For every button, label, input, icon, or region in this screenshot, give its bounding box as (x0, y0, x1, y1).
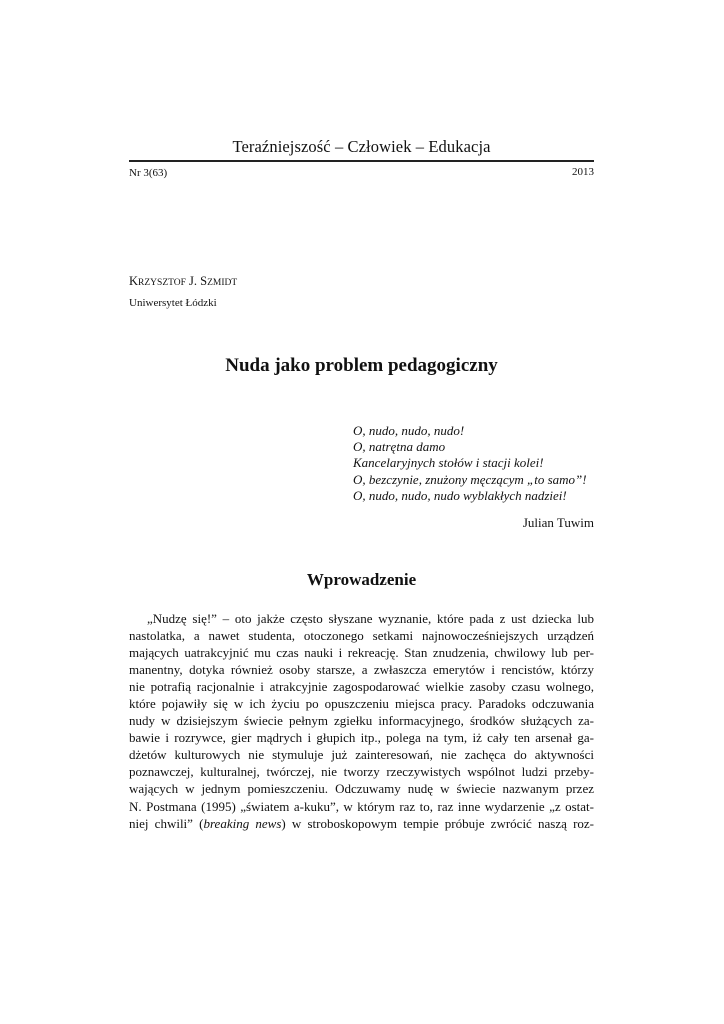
epigraph-line: O, bezczynie, znużony męczącym „to samo”! (353, 471, 587, 487)
issue-year: 2013 (572, 166, 594, 178)
line-text: niej chwili” ( (129, 815, 204, 831)
section-heading: Wprowadzenie (306, 570, 417, 589)
journal-title: Teraźniejszość – Człowiek – Edukacja (232, 137, 491, 156)
author-smallcaps-2: ZMIDT (207, 278, 238, 288)
paragraph-line: poznawczej, kulturalnej, twórczej, nie tworzy rzeczywistych wspólnot ludzi przeby- (129, 764, 594, 780)
italic-term: breaking news (203, 815, 282, 831)
header-rule (129, 160, 594, 162)
paragraph-line: bawie i rozrywce, gier mądrych i głupich itp., polega na tym, iż cały ten arsenał ga- (129, 730, 594, 746)
epigraph (353, 423, 587, 504)
line-text: ) w stroboskopowym tempie próbuje zwrócić naszą roz- (281, 815, 594, 831)
epigraph-line: O, nudo, nudo, nudo! (353, 423, 465, 438)
paragraph-line: wających w jednym pomieszczeniu. Odczuwamy nudę w świecie nazwanym przez (129, 781, 594, 797)
paragraph-line: nie potrafią racjonalnie i atrakcyjnie zagospodarować wielkie zasoby czasu wolnego, (129, 679, 594, 695)
paragraph-line: nudy w dzisiejszym świecie pełnym zgiełku informacyjnego, środków służących za- (129, 713, 594, 729)
author-middle: J. S (185, 274, 208, 288)
paragraph-line: nastolatka, a nawet studenta, otoczonego setkami najnowocześniejszych urządzeń (129, 628, 594, 644)
author-initial-1: K (129, 274, 139, 288)
epigraph-line: O, nudo, nudo, nudo wyblakłych nadziei! (353, 487, 567, 503)
issue-number: Nr 3(63) (129, 167, 168, 179)
paragraph-line: N. Postmana (1995) „światem a-kuku”, w którym raz to, raz inne wydarzenie „z ostat- (129, 798, 594, 814)
author-name (129, 274, 237, 289)
paper-title: Nuda jako problem pedagogiczny (225, 355, 498, 376)
paragraph-line: „Nudzę się!” – oto jakże często słyszane wyznanie, które pada z ust dziecka lub (147, 611, 594, 626)
paragraph-line: które pojawiły się w ich życiu po opuszczeniu miejsca pracy. Paradoks odczuwania (129, 696, 594, 712)
body-paragraph (129, 610, 594, 832)
epigraph-line: O, natrętna damo (353, 439, 446, 455)
paragraph-line-last (129, 815, 594, 832)
author-smallcaps-1: RZYSZTOF (138, 278, 186, 288)
epigraph-line: Kancelaryjnych stołów i stacji kolei! (353, 455, 544, 471)
epigraph-author: Julian Tuwim (522, 515, 594, 530)
paragraph-line: mających uatrakcyjnić mu czas nauki i rekreację. Stan znudzenia, chwilowy lub per- (129, 645, 594, 661)
author-affiliation: Uniwersytet Łódzki (129, 297, 217, 309)
paragraph-line: manentny, dotyka również osoby starsze, a zwłaszcza emerytów i rencistów, którzy (129, 662, 594, 678)
paragraph-line: dżetów kulturowych nie stymuluje już zainteresowań, nie zachęca do aktywności (129, 747, 594, 763)
